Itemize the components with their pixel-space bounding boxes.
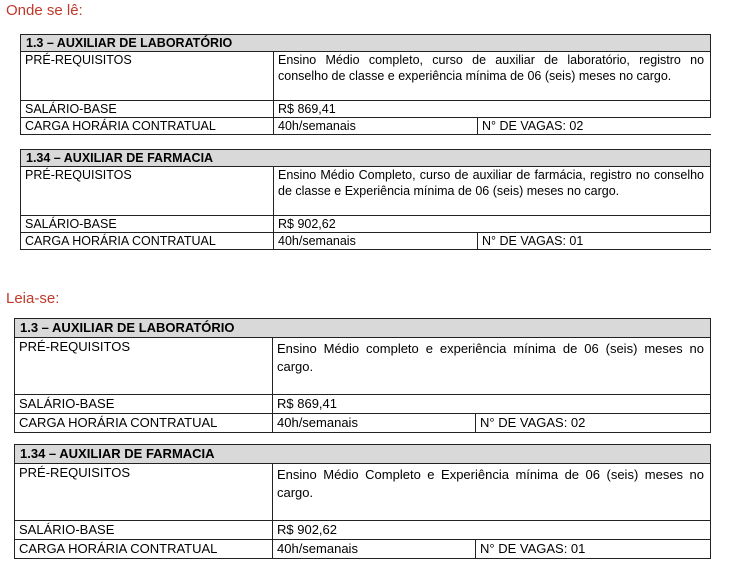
vagas-value: N° DE VAGAS: 01 bbox=[476, 540, 711, 559]
salary-label: SALÁRIO-BASE bbox=[15, 395, 273, 414]
prereq-value: Ensino Médio completo e experiência mínima de 06 (seis) meses no cargo. bbox=[273, 338, 711, 395]
hours-value: 40h/semanais bbox=[274, 233, 478, 250]
job-title: 1.3 – AUXILIAR DE LABORATÓRIO bbox=[21, 35, 711, 52]
heading-leia-se: Leia-se: bbox=[6, 290, 60, 307]
hours-label: CARGA HORÁRIA CONTRATUAL bbox=[15, 414, 273, 433]
job-title: 1.34 – AUXILIAR DE FARMACIA bbox=[15, 445, 711, 464]
prereq-label: PRÉ-REQUISITOS bbox=[21, 52, 274, 101]
salary-label: SALÁRIO-BASE bbox=[15, 521, 273, 540]
salary-value: R$ 869,41 bbox=[273, 395, 711, 414]
hours-value: 40h/semanais bbox=[273, 414, 476, 433]
job-title: 1.34 – AUXILIAR DE FARMACIA bbox=[21, 150, 711, 167]
table-leia-auxiliar-laboratorio bbox=[14, 318, 711, 433]
table-onde-auxiliar-laboratorio bbox=[20, 34, 711, 135]
job-title: 1.3 – AUXILIAR DE LABORATÓRIO bbox=[15, 319, 711, 338]
prereq-value: Ensino Médio Completo e Experiência mínima de 06 (seis) meses no cargo. bbox=[273, 464, 711, 521]
table-onde-auxiliar-farmacia bbox=[20, 149, 711, 250]
table-leia-auxiliar-farmacia bbox=[14, 444, 711, 559]
prereq-label: PRÉ-REQUISITOS bbox=[15, 464, 273, 521]
hours-label: CARGA HORÁRIA CONTRATUAL bbox=[21, 233, 274, 250]
salary-value: R$ 902,62 bbox=[273, 521, 711, 540]
hours-value: 40h/semanais bbox=[274, 118, 478, 135]
prereq-value: Ensino Médio Completo, curso de auxiliar de farmácia, registro no conselho de classe e Experiência mínima de 06 (seis) meses no cargo. bbox=[274, 167, 711, 216]
salary-label: SALÁRIO-BASE bbox=[21, 101, 274, 118]
salary-label: SALÁRIO-BASE bbox=[21, 216, 274, 233]
prereq-label: PRÉ-REQUISITOS bbox=[15, 338, 273, 395]
vagas-value: N° DE VAGAS: 02 bbox=[478, 118, 711, 135]
vagas-value: N° DE VAGAS: 02 bbox=[476, 414, 711, 433]
prereq-value: Ensino Médio completo, curso de auxiliar de laboratório, registro no conselho de classe e experiência mínima de 06 (seis) meses no cargo. bbox=[274, 52, 711, 101]
hours-value: 40h/semanais bbox=[273, 540, 476, 559]
hours-label: CARGA HORÁRIA CONTRATUAL bbox=[15, 540, 273, 559]
hours-label: CARGA HORÁRIA CONTRATUAL bbox=[21, 118, 274, 135]
prereq-label: PRÉ-REQUISITOS bbox=[21, 167, 274, 216]
heading-onde-se-le: Onde se lê: bbox=[6, 2, 83, 19]
salary-value: R$ 902,62 bbox=[274, 216, 711, 233]
vagas-value: N° DE VAGAS: 01 bbox=[478, 233, 711, 250]
salary-value: R$ 869,41 bbox=[274, 101, 711, 118]
